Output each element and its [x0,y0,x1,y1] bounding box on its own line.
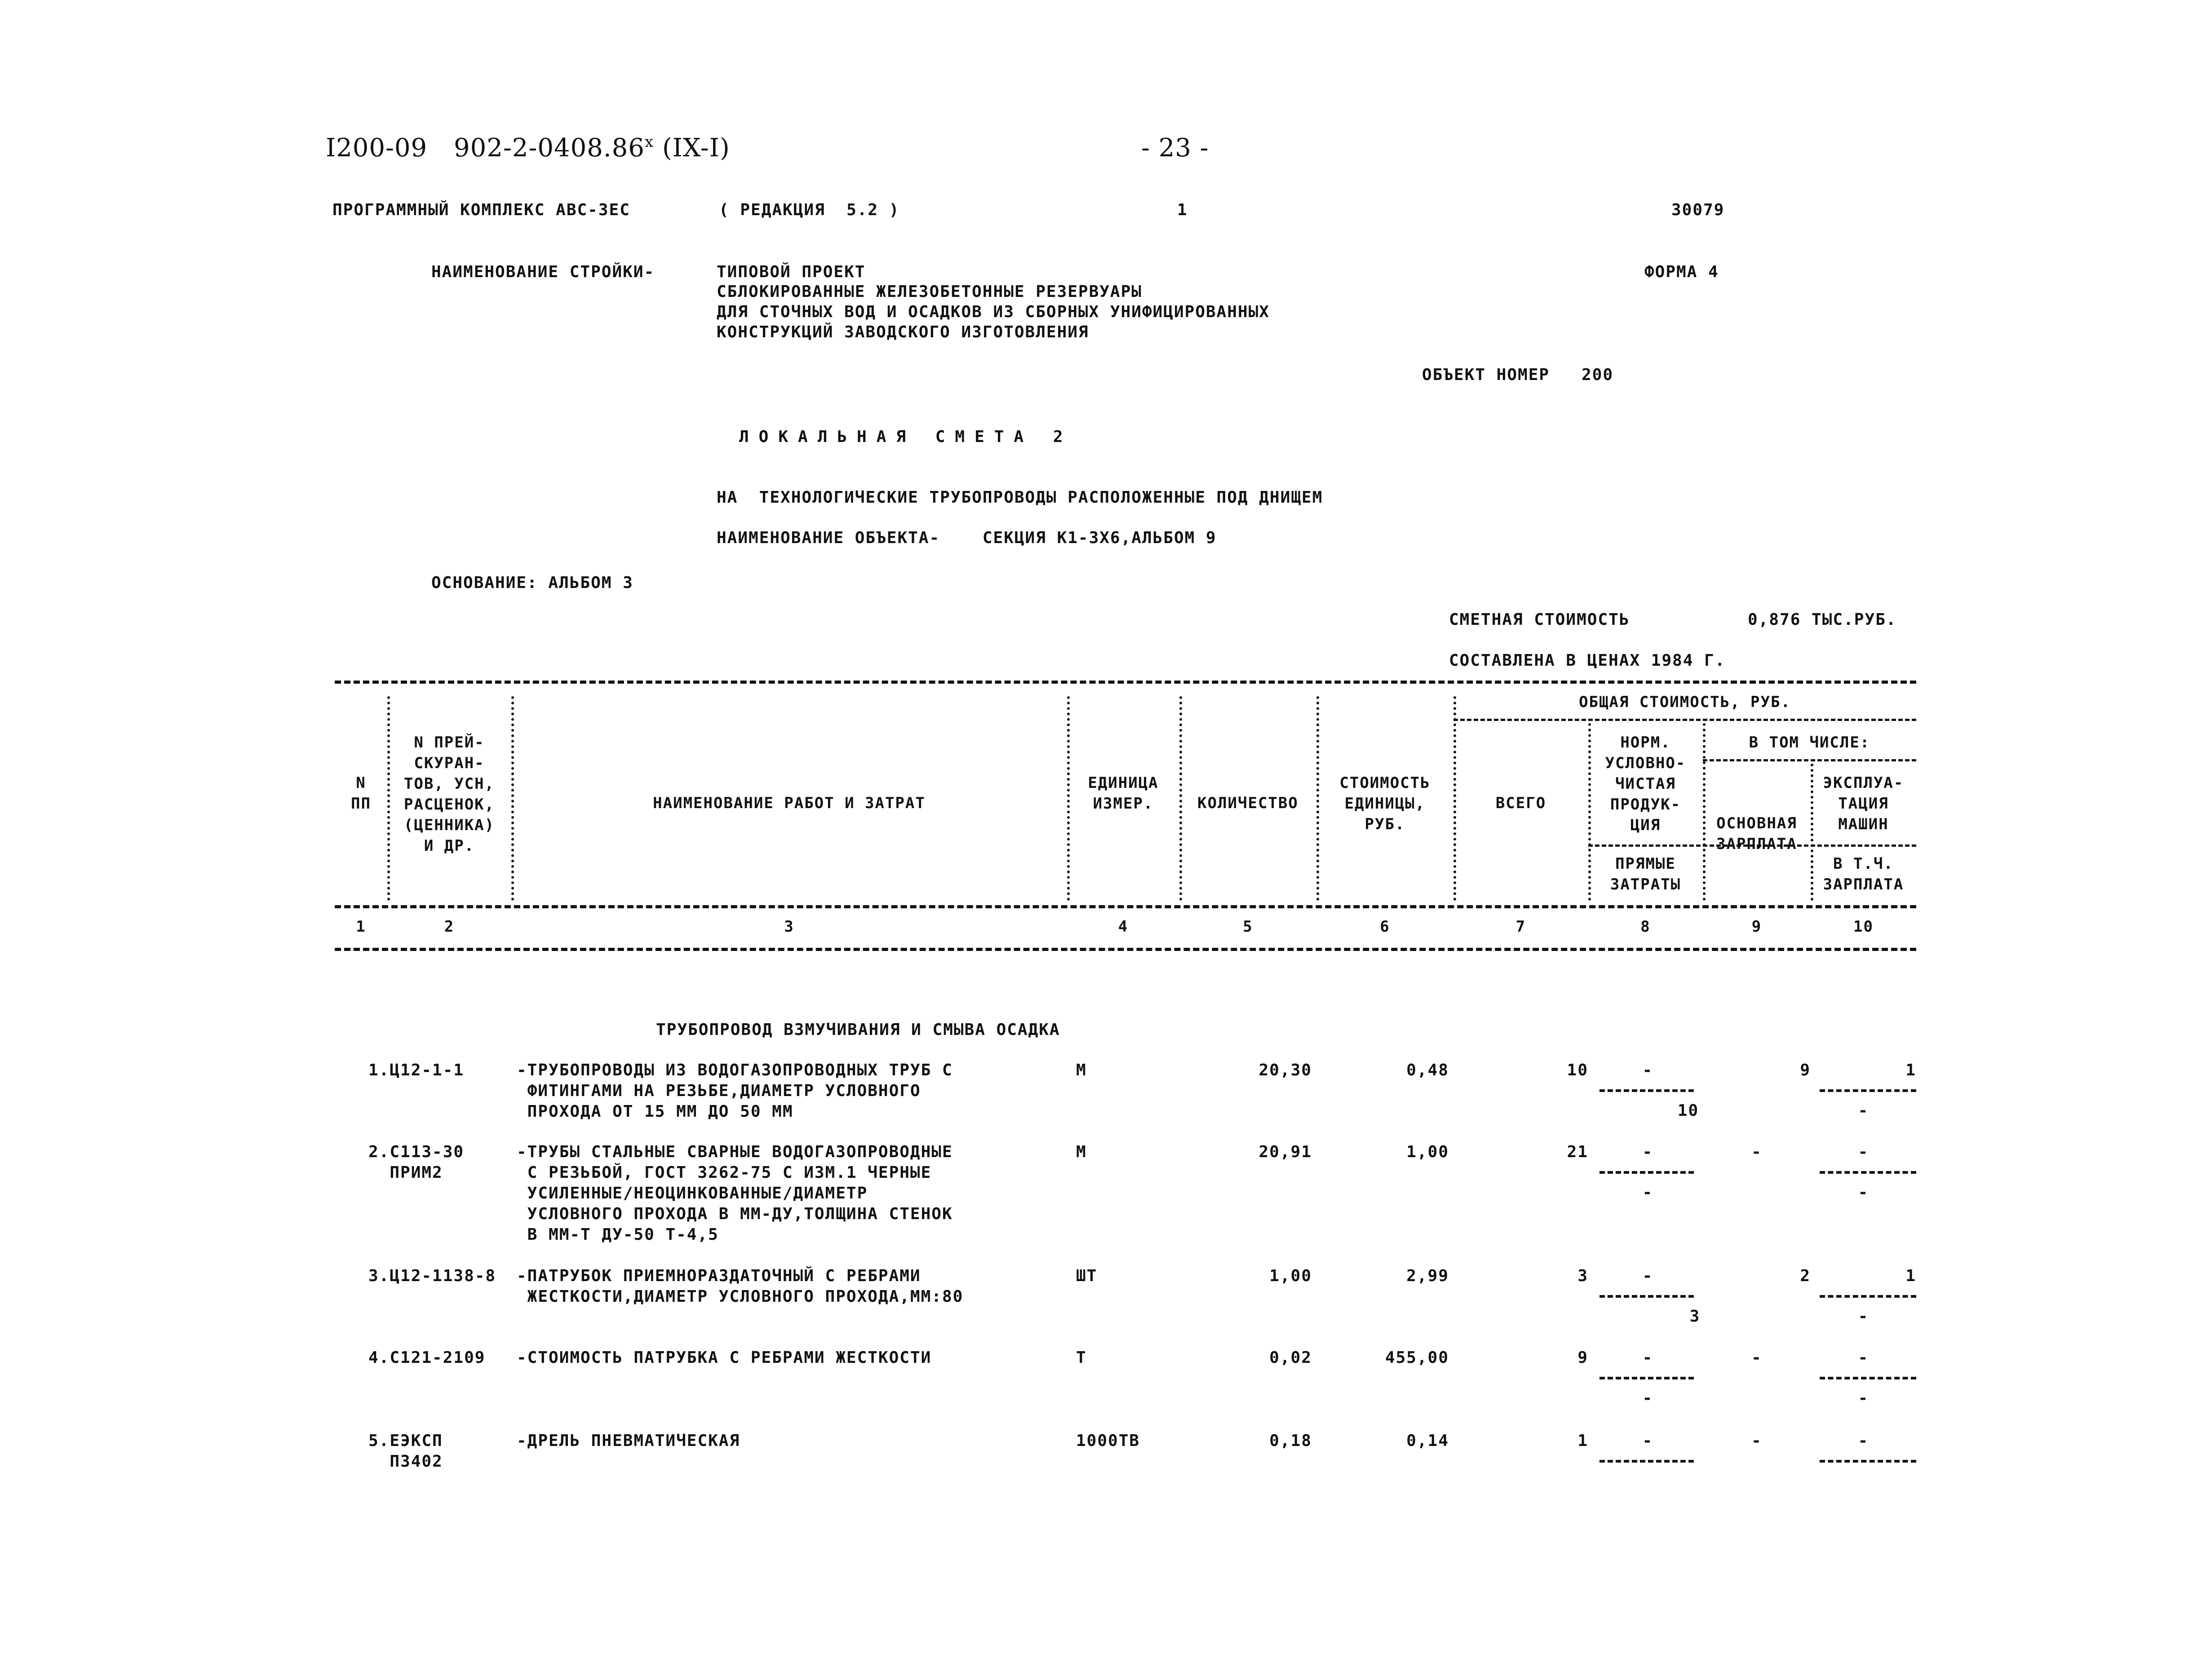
row-machines: - [1858,1143,1869,1161]
construction-label: НАИМЕНОВАНИЕ СТРОЙКИ- [431,263,655,281]
row-unit-price: 0,48 [1406,1061,1449,1079]
row-norm-divider [1599,1460,1694,1463]
row-description: -ДРЕЛЬ ПНЕВМАТИЧЕСКАЯ [517,1432,740,1450]
row-machines-divider [1820,1295,1916,1298]
row-direct: 3 [1689,1307,1701,1326]
row-unit-price: 2,99 [1406,1267,1449,1285]
row-norm: - [1642,1143,1653,1161]
row-machines: 1 [1905,1061,1916,1079]
program-code: 30079 [1671,201,1725,219]
row-quantity: 20,30 [1258,1061,1312,1079]
row-total: 1 [1577,1432,1588,1450]
header-col-8: НОРМ. УСЛОВНО- ЧИСТАЯ ПРОДУК- ЦИЯ [1605,734,1686,834]
row-code: 5.ЕЭКСП П3402 [368,1432,443,1471]
estimate-title: ЛОКАЛЬНАЯ СМЕТА 2 [739,428,1073,446]
table-header-bottom-rule [335,905,1916,908]
col-number: 10 [1853,918,1874,936]
col-number: 3 [784,918,794,936]
header-group: ОБЩАЯ СТОИМОСТЬ, РУБ. [1579,693,1791,711]
basis: ОСНОВАНИЕ: АЛЬБОМ 3 [431,574,634,592]
program-name: ПРОГРАММНЫЙ КОМПЛЕКС АВС-3ЕС [332,201,630,219]
form-number: ФОРМА 4 [1644,263,1719,281]
row-machines-divider [1820,1460,1916,1463]
col-number: 7 [1515,918,1526,936]
row-total: 21 [1567,1143,1588,1161]
col-number: 1 [356,918,366,936]
col-number: 9 [1751,918,1762,936]
row-quantity: 1,00 [1269,1267,1312,1285]
row-unit: М [1076,1143,1087,1161]
row-quantity: 0,02 [1269,1348,1312,1367]
prices-note: СОСТАВЛЕНА В ЦЕНАХ 1984 Г. [1449,651,1726,670]
row-direct: 10 [1677,1101,1699,1120]
row-description: -СТОИМОСТЬ ПАТРУБКА С РЕБРАМИ ЖЕСТКОСТИ [517,1348,932,1367]
col-number: 2 [444,918,455,936]
row-machines-divider [1820,1171,1916,1174]
row-description: -ПАТРУБОК ПРИЕМНОРАЗДАТОЧНЫЙ С РЕБРАМИ ЖЕСТКОСТИ,ДИАМЕТР УСЛОВНОГО ПРОХОДА,ММ:80 [517,1267,964,1306]
row-norm-divider [1599,1171,1694,1174]
page-number: - 23 - [1141,133,1209,163]
header-col-7: ВСЕГО [1495,794,1546,812]
row-norm-divider [1599,1377,1694,1379]
row-unit: 1000ТВ [1076,1432,1140,1450]
header-col-8b: ПРЯМЫЕ ЗАТРАТЫ [1610,855,1681,893]
row-code: 3.Ц12-1138-8 [368,1267,496,1285]
header-col-6: СТОИМОСТЬ ЕДИНИЦЫ, РУБ. [1339,774,1431,833]
header-incl: В ТОМ ЧИСЛЕ: [1749,734,1870,752]
estimated-cost-value: 0,876 ТЫС.РУБ. [1748,610,1897,629]
row-machines: 1 [1905,1267,1916,1285]
row-machines: - [1858,1348,1869,1367]
row-machines-divider [1820,1377,1916,1379]
row-code: 2.С113-30 ПРИМ2 [368,1143,465,1182]
construction-line-4: КОНСТРУКЦИЙ ЗАВОДСКОГО ИЗГОТОВЛЕНИЯ [717,323,1089,341]
construction-line-2: СБЛОКИРОВАННЫЕ ЖЕЛЕЗОБЕТОННЫЕ РЕЗЕРВУАРЫ [717,283,1142,301]
row-salary: - [1751,1432,1762,1450]
row-unit: Т [1076,1348,1087,1367]
row-norm: - [1642,1348,1653,1367]
col-number: 4 [1118,918,1129,936]
col-number: 5 [1243,918,1253,936]
object-number: ОБЪЕКТ НОМЕР 200 [1422,366,1614,384]
section-title: ТРУБОПРОВОД ВЗМУЧИВАНИЯ И СМЫВА ОСАДКА [656,1021,1060,1039]
row-unit-price: 1,00 [1406,1143,1449,1161]
object-name: НАИМЕНОВАНИЕ ОБЪЕКТА- СЕКЦИЯ К1-3Х6,АЛЬБОМ 9 [717,529,1217,547]
row-machines-divider [1820,1089,1916,1092]
row-direct: - [1642,1389,1653,1407]
table-numbers-bottom-rule [335,948,1916,951]
col-number: 8 [1640,918,1651,936]
page-code: I200-09 [326,133,428,163]
row-salary: 9 [1800,1061,1811,1079]
table-top-rule [335,681,1916,684]
row-machines: - [1858,1432,1869,1450]
row-direct: - [1642,1183,1653,1202]
row-norm: - [1642,1432,1653,1450]
row-unit: ШТ [1076,1267,1098,1285]
row-description: -ТРУБЫ СТАЛЬНЫЕ СВАРНЫЕ ВОДОГАЗОПРОВОДНЫЕ С РЕЗЬБОЙ, ГОСТ 3262-75 С ИЗМ.1 ЧЕРНЫЕ УСИЛЕННЫЕ/НЕОЦИНКОВАННЫЕ/ДИАМЕТР УСЛОВНОГО ПРОХОДА В ММ-ДУ,ТОЛЩИНА СТЕНОК В ММ-Т ДУ-50 Т-4,5 [517,1143,953,1244]
row-machines-salary: - [1858,1101,1869,1120]
row-norm-divider [1599,1295,1694,1298]
estimated-cost-label: СМЕТНАЯ СТОИМОСТЬ [1449,610,1630,629]
row-machines-salary: - [1858,1183,1869,1202]
row-unit-price: 455,00 [1385,1348,1449,1367]
header-col-2: N ПРЕЙ- СКУРАН- ТОВ, УСН, РАСЦЕНОК, (ЦЕННИКА) И ДР. [403,734,495,855]
row-quantity: 0,18 [1269,1432,1312,1450]
header-col-5: КОЛИЧЕСТВО [1197,794,1298,812]
row-salary: 2 [1800,1267,1811,1285]
col-number: 6 [1380,918,1390,936]
header-col-10: ЭКСПЛУА- ТАЦИЯ МАШИН [1823,774,1904,833]
row-total: 3 [1577,1267,1588,1285]
row-quantity: 20,91 [1258,1143,1312,1161]
row-machines-salary: - [1858,1389,1869,1407]
row-description: -ТРУБОПРОВОДЫ ИЗ ВОДОГАЗОПРОВОДНЫХ ТРУБ С ФИТИНГАМИ НА РЕЗЬБЕ,ДИАМЕТР УСЛОВНОГО ПРОХОДА ОТ 15 ММ ДО 50 ММ [517,1061,953,1121]
header-col-1: N ПП [351,774,371,813]
row-machines-salary: - [1858,1307,1869,1326]
estimate-subtitle: НА ТЕХНОЛОГИЧЕСКИЕ ТРУБОПРОВОДЫ РАСПОЛОЖЕННЫЕ ПОД ДНИЩЕМ [717,488,1323,507]
row-code: 1.Ц12-1-1 [368,1061,465,1079]
row-total: 10 [1567,1061,1588,1079]
row-code: 4.С121-2109 [368,1348,486,1367]
construction-line-1: ТИПОВОЙ ПРОЕКТ [717,263,866,281]
construction-line-3: ДЛЯ СТОЧНЫХ ВОД И ОСАДКОВ ИЗ СБОРНЫХ УНИФИЦИРОВАННЫХ [717,303,1270,321]
header-col-9: ОСНОВНАЯ ЗАРПЛАТА [1716,814,1797,853]
row-norm: - [1642,1267,1653,1285]
document-number: 902-2-0408.86$^x$ (IX-I) [454,133,730,163]
row-unit: М [1076,1061,1087,1079]
row-unit-price: 0,14 [1406,1432,1449,1450]
header-col-3: НАИМЕНОВАНИЕ РАБОТ И ЗАТРАТ [653,794,926,812]
row-norm-divider [1599,1089,1694,1092]
header-col-10b: В Т.Ч. ЗАРПЛАТА [1823,855,1904,893]
header-col-4: ЕДИНИЦА ИЗМЕР. [1088,774,1159,813]
row-total: 9 [1577,1348,1588,1367]
program-edition: ( РЕДАКЦИЯ 5.2 ) [719,201,900,219]
group-rule [1453,719,1916,721]
incl-rule [1703,759,1916,761]
row-salary: - [1751,1143,1762,1161]
program-number: 1 [1177,201,1188,219]
row-salary: - [1751,1348,1762,1367]
row-norm: - [1642,1061,1653,1079]
